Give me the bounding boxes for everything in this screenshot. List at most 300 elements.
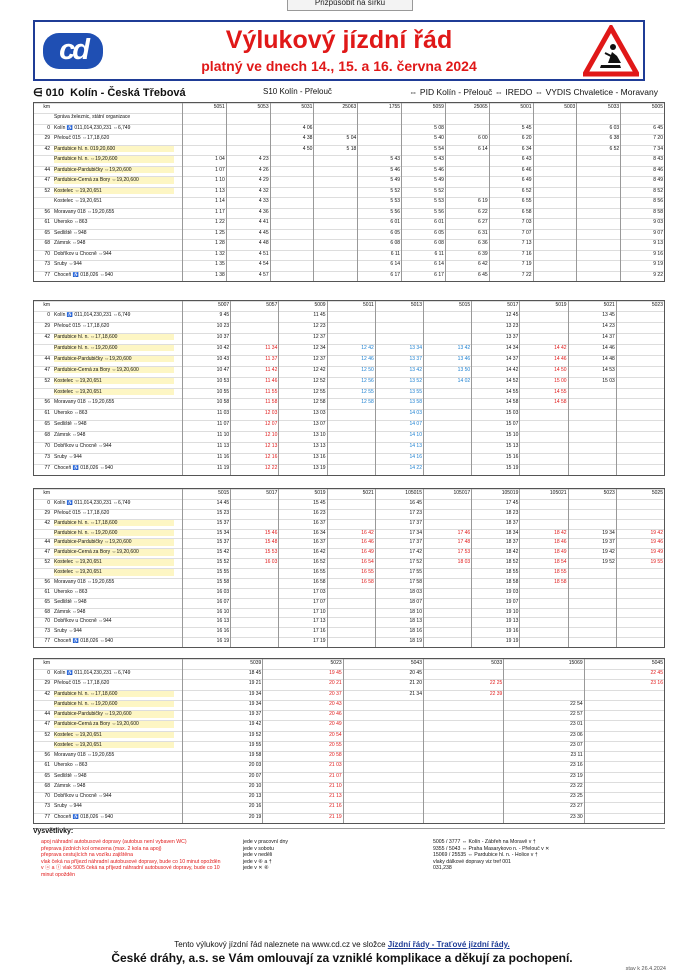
column-divider [664, 489, 665, 647]
timetable-row [34, 155, 664, 162]
departure-time: 1 25 [215, 229, 225, 236]
column-divider [375, 301, 376, 475]
departure-time: 18 37 [505, 519, 519, 526]
station-name: Choceň ♿ 018,026 ⇔940 [54, 638, 114, 645]
departure-time: 13 16 [313, 454, 326, 461]
departure-time: 11 34 [265, 344, 278, 351]
departure-time: 14 34 [505, 344, 519, 351]
departure-time: 23 11 [570, 752, 583, 759]
departure-time: 14 50 [554, 366, 567, 373]
departure-time: 19 37 [602, 539, 615, 546]
timetable-row [34, 333, 664, 340]
departure-time: 10 23 [216, 322, 230, 329]
legend-item: v ⓐ a ⓣ vlak 5005 čeká na příjezd náhradní autobusové dopravy, bude co 10 minut opožděn [41, 865, 220, 878]
column-divider [423, 489, 424, 647]
station-name: Kostelec ⇔19,20,651 [54, 198, 102, 204]
departure-time: 18 49 [554, 549, 567, 556]
station-name: Zámrsk ⇔948 [54, 240, 86, 246]
departure-time: 20 10 [248, 782, 262, 789]
km-value: 44 [44, 166, 50, 173]
timetable-link[interactable]: Jízdní řády - Traťové jízdní řády. [387, 940, 510, 949]
departure-time: 17 45 [505, 500, 519, 506]
line-number: ⋳ 010 Kolín - Česká Třebová [33, 87, 186, 99]
departure-time: 6 14 [390, 261, 401, 267]
train-number: 5051 [213, 104, 225, 110]
departure-time: 23 22 [570, 782, 583, 789]
timetable-block [33, 658, 665, 824]
departure-time: 21 20 [409, 680, 422, 687]
departure-time: 10 43 [216, 355, 230, 362]
station-name: Pardubice hl. n. ⇔19,20,600 [54, 701, 174, 708]
train-number: 5021 [603, 302, 615, 308]
legend-item: jede v ⑥ a † [243, 858, 272, 865]
timetable-row [34, 690, 664, 697]
train-number: 1755 [388, 104, 401, 110]
km-value: 52 [44, 731, 50, 738]
column-divider [584, 659, 585, 823]
station-name: Sedliště ⇔948 [54, 229, 87, 236]
departure-time: 7 07 [521, 229, 532, 236]
legend-col-2 [243, 839, 393, 872]
departure-time: 4 26 [258, 166, 269, 173]
column-divider [616, 301, 617, 475]
km-value: 61 [44, 762, 50, 769]
departure-time: 16 10 [216, 608, 230, 615]
departure-time: 23 07 [570, 741, 583, 748]
departure-time: 5 18 [346, 145, 357, 152]
departure-time: 18 45 [248, 670, 262, 676]
departure-time: 12 13 [264, 443, 278, 450]
departure-time: 13 42 [457, 344, 471, 351]
timetable-row [34, 538, 664, 545]
departure-time: 6 17 [390, 271, 401, 278]
departure-time: 13 50 [457, 366, 471, 373]
departure-time: 20 03 [248, 762, 262, 769]
column-divider [664, 659, 665, 823]
km-value: 42 [44, 690, 50, 697]
station-name: Přelouč 015 ⇔17,18,620 [54, 135, 110, 141]
departure-time: 20 55 [329, 741, 342, 748]
departure-time: 4 51 [258, 250, 269, 257]
legend-item: jede v sobotu [243, 845, 274, 852]
departure-time: 13 19 [313, 465, 326, 472]
timetable-row [34, 124, 664, 131]
departure-time: 20 13 [248, 793, 262, 800]
departure-time: 20 07 [248, 772, 262, 779]
timetable-row [34, 113, 664, 120]
station-name: Dobříkov u Chocně ⇔944 [54, 618, 112, 625]
station-name: Pardubice-Pardubičky ⇔19,20,600 [54, 356, 174, 363]
column-divider [471, 489, 472, 647]
km-value: 68 [44, 608, 50, 615]
departure-time: 16 16 [216, 628, 230, 635]
train-number: 5019 [555, 302, 567, 308]
train-number: 5015 [218, 490, 230, 496]
station-name: Kostelec ⇔19,20,651 [54, 389, 174, 396]
departure-time: 6 08 [390, 240, 401, 246]
station-name: Přelouč 015 ⇔17,18,620 [54, 322, 110, 329]
station-name: Uhersko ⇔863 [54, 762, 88, 769]
train-number: 15069 [568, 660, 583, 666]
departure-time: 19 19 [505, 638, 519, 645]
departure-time: 19 42 [248, 721, 262, 728]
departure-time: 13 10 [313, 432, 326, 439]
departure-time: 15 42 [216, 549, 230, 556]
station-name: Kolín ♿ 011,014,230,231 ⇔6,749 [54, 312, 131, 318]
column-divider [620, 103, 621, 281]
departure-time: 14 37 [602, 333, 615, 340]
departure-time: 23 19 [570, 772, 583, 779]
column-divider [568, 489, 569, 647]
station-name: Zámrsk ⇔948 [54, 782, 86, 789]
departure-time: 6 34 [521, 145, 532, 152]
legend-item: přeprava cestujících na vozíku zajištěna [41, 852, 133, 859]
station-name: Sedliště ⇔948 [54, 772, 87, 779]
departure-time: 16 54 [361, 559, 374, 566]
column-divider [503, 659, 504, 823]
departure-time: 9 45 [219, 312, 230, 318]
departure-time: 6 39 [477, 250, 488, 257]
train-number: 5023 [651, 302, 663, 308]
station-name: Uhersko ⇔863 [54, 219, 88, 225]
departure-time: 12 34 [313, 344, 326, 351]
departure-time: 10 53 [216, 377, 230, 384]
departure-time: 15 53 [264, 549, 278, 556]
departure-time: 12 56 [361, 377, 374, 384]
departure-time: 12 42 [361, 344, 374, 351]
train-number: 5021 [362, 490, 374, 496]
column-divider [278, 489, 279, 647]
departure-time: 14 13 [409, 443, 422, 450]
departure-time: 17 10 [313, 608, 326, 615]
km-value: 0 [47, 670, 50, 676]
timetable-block [33, 102, 665, 282]
timetable-row [34, 388, 664, 395]
departure-time: 9 22 [653, 271, 663, 278]
column-divider [533, 103, 534, 281]
station-name: Pardubice-Černá za Bory ⇔19,20,600 [54, 721, 174, 728]
version-stamp: stav k 26.4.2024 [625, 966, 666, 972]
departure-time: 4 32 [258, 187, 269, 194]
train-number: 5031 [301, 104, 313, 110]
departure-time: 15 07 [505, 421, 519, 428]
departure-time: 20 16 [248, 803, 262, 810]
departure-time: 11 10 [217, 432, 230, 439]
departure-time: 17 37 [409, 519, 422, 526]
departure-time: 8 43 [653, 156, 663, 162]
legend-item: 15069 / 25535 ⇔ Pardubice hl. n. - Holice v † [433, 852, 538, 859]
departure-time: 17 48 [457, 539, 471, 546]
departure-time: 4 41 [258, 219, 269, 225]
km-value: 68 [44, 240, 50, 246]
departure-time: 16 34 [313, 529, 326, 536]
station-name: Kolín ♿ 011,014,230,231 ⇔6,749 [54, 670, 131, 676]
km-value: 29 [44, 509, 50, 516]
departure-time: 1 17 [215, 208, 225, 215]
departure-time: 12 22 [264, 465, 278, 472]
departure-time: 12 55 [361, 388, 374, 395]
departure-time: 4 50 [302, 145, 313, 152]
timetable-block [33, 300, 665, 476]
column-divider [343, 659, 344, 823]
departure-time: 11 46 [265, 377, 278, 384]
legend-col-3 [433, 839, 663, 872]
column-divider [375, 489, 376, 647]
timetable-row [34, 431, 664, 438]
km-value: 44 [44, 355, 50, 362]
km-value: 52 [44, 559, 50, 566]
departure-time: 17 37 [409, 539, 422, 546]
timetable-row [34, 608, 664, 615]
departure-time: 4 36 [258, 208, 269, 215]
station-name: Choceň ♿ 018,026 ⇔940 [54, 271, 114, 278]
station-name: Zámrsk ⇔948 [54, 608, 86, 615]
train-number-row [34, 103, 664, 110]
fit-width-button[interactable]: Přizpůsobit na šířku [287, 0, 413, 11]
station-name: Přelouč 015 ⇔17,18,620 [54, 680, 110, 687]
km-value: 47 [44, 366, 50, 373]
train-number: 5023 [603, 490, 615, 496]
train-number: 5011 [363, 302, 374, 308]
legend-item: přeprava jízdních kol omezena (max. 2 kola na apoj) [41, 845, 162, 852]
departure-time: 6 27 [477, 219, 488, 225]
departure-time: 12 55 [313, 388, 326, 395]
timetable-row [34, 741, 664, 748]
departure-time: 15 34 [216, 529, 230, 536]
km-value: 56 [44, 752, 50, 759]
departure-time: 22 57 [570, 711, 583, 718]
departure-time: 18 34 [505, 529, 519, 536]
departure-time: 14 46 [602, 344, 615, 351]
departure-time: 13 46 [457, 355, 471, 362]
station-name: Kolín ♿ 011,014,230,231 ⇔6,749 [54, 124, 131, 131]
departure-time: 7 13 [521, 240, 532, 246]
departure-time: 19 13 [505, 618, 519, 625]
legend-item: 031,238 [433, 865, 452, 872]
departure-time: 11 19 [217, 465, 230, 472]
column-divider [519, 301, 520, 475]
departure-time: 6 31 [477, 229, 488, 236]
departure-time: 22 39 [489, 690, 503, 697]
departure-time: 12 23 [313, 322, 326, 329]
legend-item: jede v ✕ ⑥ [243, 865, 269, 872]
train-number: 5015 [459, 302, 471, 308]
departure-time: 20 45 [409, 670, 422, 676]
km-value: 56 [44, 399, 50, 406]
timetable-row [34, 166, 664, 173]
station-name: Pardubice-Pardubičky ⇔19,20,600 [54, 167, 174, 174]
timetable-row [34, 617, 664, 624]
station-name: Kostelec ⇔19,20,651 [54, 188, 174, 195]
departure-time: 16 55 [313, 569, 326, 576]
departure-time: 1 10 [215, 177, 225, 183]
departure-time: 17 53 [457, 549, 471, 556]
km-value: 42 [44, 519, 50, 526]
departure-time: 19 52 [248, 731, 262, 738]
departure-time: 23 16 [570, 762, 583, 769]
departure-time: 13 23 [505, 322, 519, 329]
column-divider [270, 103, 271, 281]
timetable-row [34, 453, 664, 460]
departure-time: 8 46 [653, 166, 663, 173]
train-number: 5053 [257, 104, 269, 110]
timetable-row [34, 239, 664, 246]
departure-time: 17 58 [409, 578, 422, 585]
train-number: 105019 [501, 490, 519, 496]
page-title: Výlukový jízdní řád [225, 26, 453, 54]
departure-time: 19 55 [650, 559, 663, 566]
departure-time: 16 03 [216, 588, 230, 595]
station-name: Pardubice hl. n. ⇔19,20,600 [54, 156, 174, 163]
departure-time: 13 03 [313, 410, 326, 417]
departure-time: 15 58 [216, 578, 230, 585]
timetable-row [34, 322, 664, 329]
train-number: 5007 [218, 302, 230, 308]
departure-time: 12 58 [361, 399, 374, 406]
departure-time: 8 58 [653, 208, 663, 215]
timetable-row [34, 409, 664, 416]
timetable-row [34, 355, 664, 362]
departure-time: 18 16 [409, 628, 422, 635]
train-number: 5005 [651, 104, 663, 110]
departure-time: 12 16 [264, 454, 278, 461]
departure-time: 19 03 [505, 588, 519, 595]
departure-time: 6 05 [390, 229, 401, 236]
departure-time: 14 52 [505, 377, 519, 384]
column-divider [664, 301, 665, 475]
departure-time: 1 28 [215, 240, 225, 246]
line-integration-info: ⇔ PID Kolín - Přelouč ⇔ IREDO ⇔ VYDIS Chvaletice - Moravany [409, 87, 658, 97]
departure-time: 13 45 [602, 312, 615, 318]
departure-time: 14 23 [602, 322, 615, 329]
departure-time: 6 38 [609, 135, 620, 141]
km-value: 42 [44, 333, 50, 340]
station-name: Pardubice hl. n. 019,20,600 [54, 146, 174, 153]
departure-time: 15 37 [216, 539, 230, 546]
column-divider [568, 301, 569, 475]
departure-time: 20 37 [329, 690, 342, 697]
departure-time: 15 03 [505, 410, 519, 417]
departure-time: 6 49 [521, 177, 532, 183]
departure-time: 6 42 [477, 261, 488, 267]
departure-time: 15 16 [505, 454, 519, 461]
departure-time: 20 19 [248, 813, 262, 820]
column-divider [182, 103, 183, 281]
station-name: Choceň ♿ 018,026 ⇔940 [54, 465, 114, 472]
station-name: Sruby ⇔944 [54, 803, 82, 810]
departure-time: 18 55 [505, 569, 519, 576]
station-name: Kostelec ⇔19,20,651 [54, 559, 174, 566]
departure-time: 6 36 [477, 240, 488, 246]
departure-time: 11 16 [217, 454, 230, 461]
departure-time: 7 19 [521, 261, 532, 267]
departure-time: 12 37 [313, 333, 326, 340]
departure-time: 17 42 [409, 549, 422, 556]
station-name: Kostelec ⇔19,20,651 [54, 732, 174, 739]
departure-time: 23 25 [570, 793, 583, 800]
departure-time: 7 20 [653, 135, 663, 141]
departure-time: 9 16 [653, 250, 663, 257]
column-divider [423, 301, 424, 475]
departure-time: 18 55 [554, 569, 567, 576]
train-number: 5009 [314, 302, 326, 308]
departure-time: 19 52 [602, 559, 615, 566]
departure-time: 11 13 [217, 443, 230, 450]
legend: Vysvětlivky: apoj náhradní autobusové dopravy (autobus není vybaven WC) přeprava jízdních kol omezena (max. 2 kola na apoj) přeprava cestujících na vozíku zajištěna vlak čeká na příjezd náhradní autobusové dopravy, bude co 10 minut opožděn v ⓐ a ⓣ vlak 5005 čeká na příjezd náhradní autobusové dopravy, bude co 10 minut opožděn jede v pracovní dny jede v sobotu jede v neděli jede v ⑥ a † jede v ✕ ⑥ 5005 / 3777 ⇔ Kolín - Zábřeh na Moravě v † 9355 / 5043 ⇔ Praha Masarykovo n. - Přelouč v ✕ 15069 / 25535 ⇔ Pardubice hl. n. - Holice v † vlaky dálkové dopravy viz tref 001 031,238 [33, 828, 665, 932]
column-divider [445, 103, 446, 281]
departure-time: 5 52 [390, 187, 401, 194]
departure-time: 13 42 [409, 366, 422, 373]
departure-time: 15 37 [216, 519, 230, 526]
departure-time: 15 00 [554, 377, 567, 384]
departure-time: 6 11 [434, 250, 444, 257]
departure-time: 5 53 [434, 198, 444, 204]
train-number: 5043 [410, 660, 422, 666]
column-divider [278, 301, 279, 475]
departure-time: 8 56 [653, 198, 663, 204]
station-name: Přelouč 015 ⇔17,18,620 [54, 509, 110, 516]
departure-time: 12 37 [313, 355, 326, 362]
column-divider [182, 489, 183, 647]
departure-time: 21 03 [329, 762, 342, 769]
departure-time: 18 58 [505, 578, 519, 585]
departure-time: 19 07 [505, 598, 519, 605]
timetable-header [33, 20, 645, 81]
timetable-row [34, 229, 664, 236]
timetable-row [34, 250, 664, 257]
km-value: 0 [47, 312, 50, 318]
cd-logo: cd [43, 33, 103, 69]
departure-time: 1 38 [215, 271, 225, 278]
timetable-row [34, 197, 664, 204]
departure-time: 17 13 [313, 618, 326, 625]
train-number: 105017 [453, 490, 471, 496]
departure-time: 5 46 [434, 166, 444, 173]
departure-time: 19 42 [602, 549, 615, 556]
km-value: 47 [44, 721, 50, 728]
departure-time: 19 16 [505, 628, 519, 635]
departure-time: 13 34 [409, 344, 422, 351]
km-value: 68 [44, 782, 50, 789]
departure-time: 14 55 [505, 388, 519, 395]
departure-time: 14 42 [505, 366, 519, 373]
departure-time: 6 46 [521, 166, 532, 173]
km-value: 65 [44, 598, 50, 605]
departure-time: 17 52 [409, 559, 422, 566]
train-number: 5023 [330, 660, 342, 666]
km-value: 52 [44, 187, 50, 194]
station-name: Moravany 018 ⇔19,20,655 [54, 208, 115, 215]
departure-time: 1 35 [215, 261, 225, 267]
departure-time: 16 45 [409, 500, 422, 506]
column-divider [313, 103, 314, 281]
station-name: Sruby ⇔944 [54, 454, 82, 461]
departure-time: 14 22 [409, 465, 422, 472]
departure-time: 23 30 [570, 813, 583, 820]
departure-time: 11 58 [265, 399, 278, 406]
timetable-row [34, 271, 664, 278]
line-header [33, 86, 658, 100]
departure-time: 19 42 [650, 529, 663, 536]
departure-time: 21 07 [329, 772, 342, 779]
km-value: 0 [47, 124, 50, 131]
departure-time: 5 43 [434, 156, 444, 162]
timetable-row [34, 134, 664, 141]
timetable-row [34, 176, 664, 183]
departure-time: 11 45 [313, 312, 326, 318]
station-name: Pardubice-Černá za Bory ⇔19,20,600 [54, 549, 174, 556]
departure-time: 20 54 [329, 731, 342, 738]
